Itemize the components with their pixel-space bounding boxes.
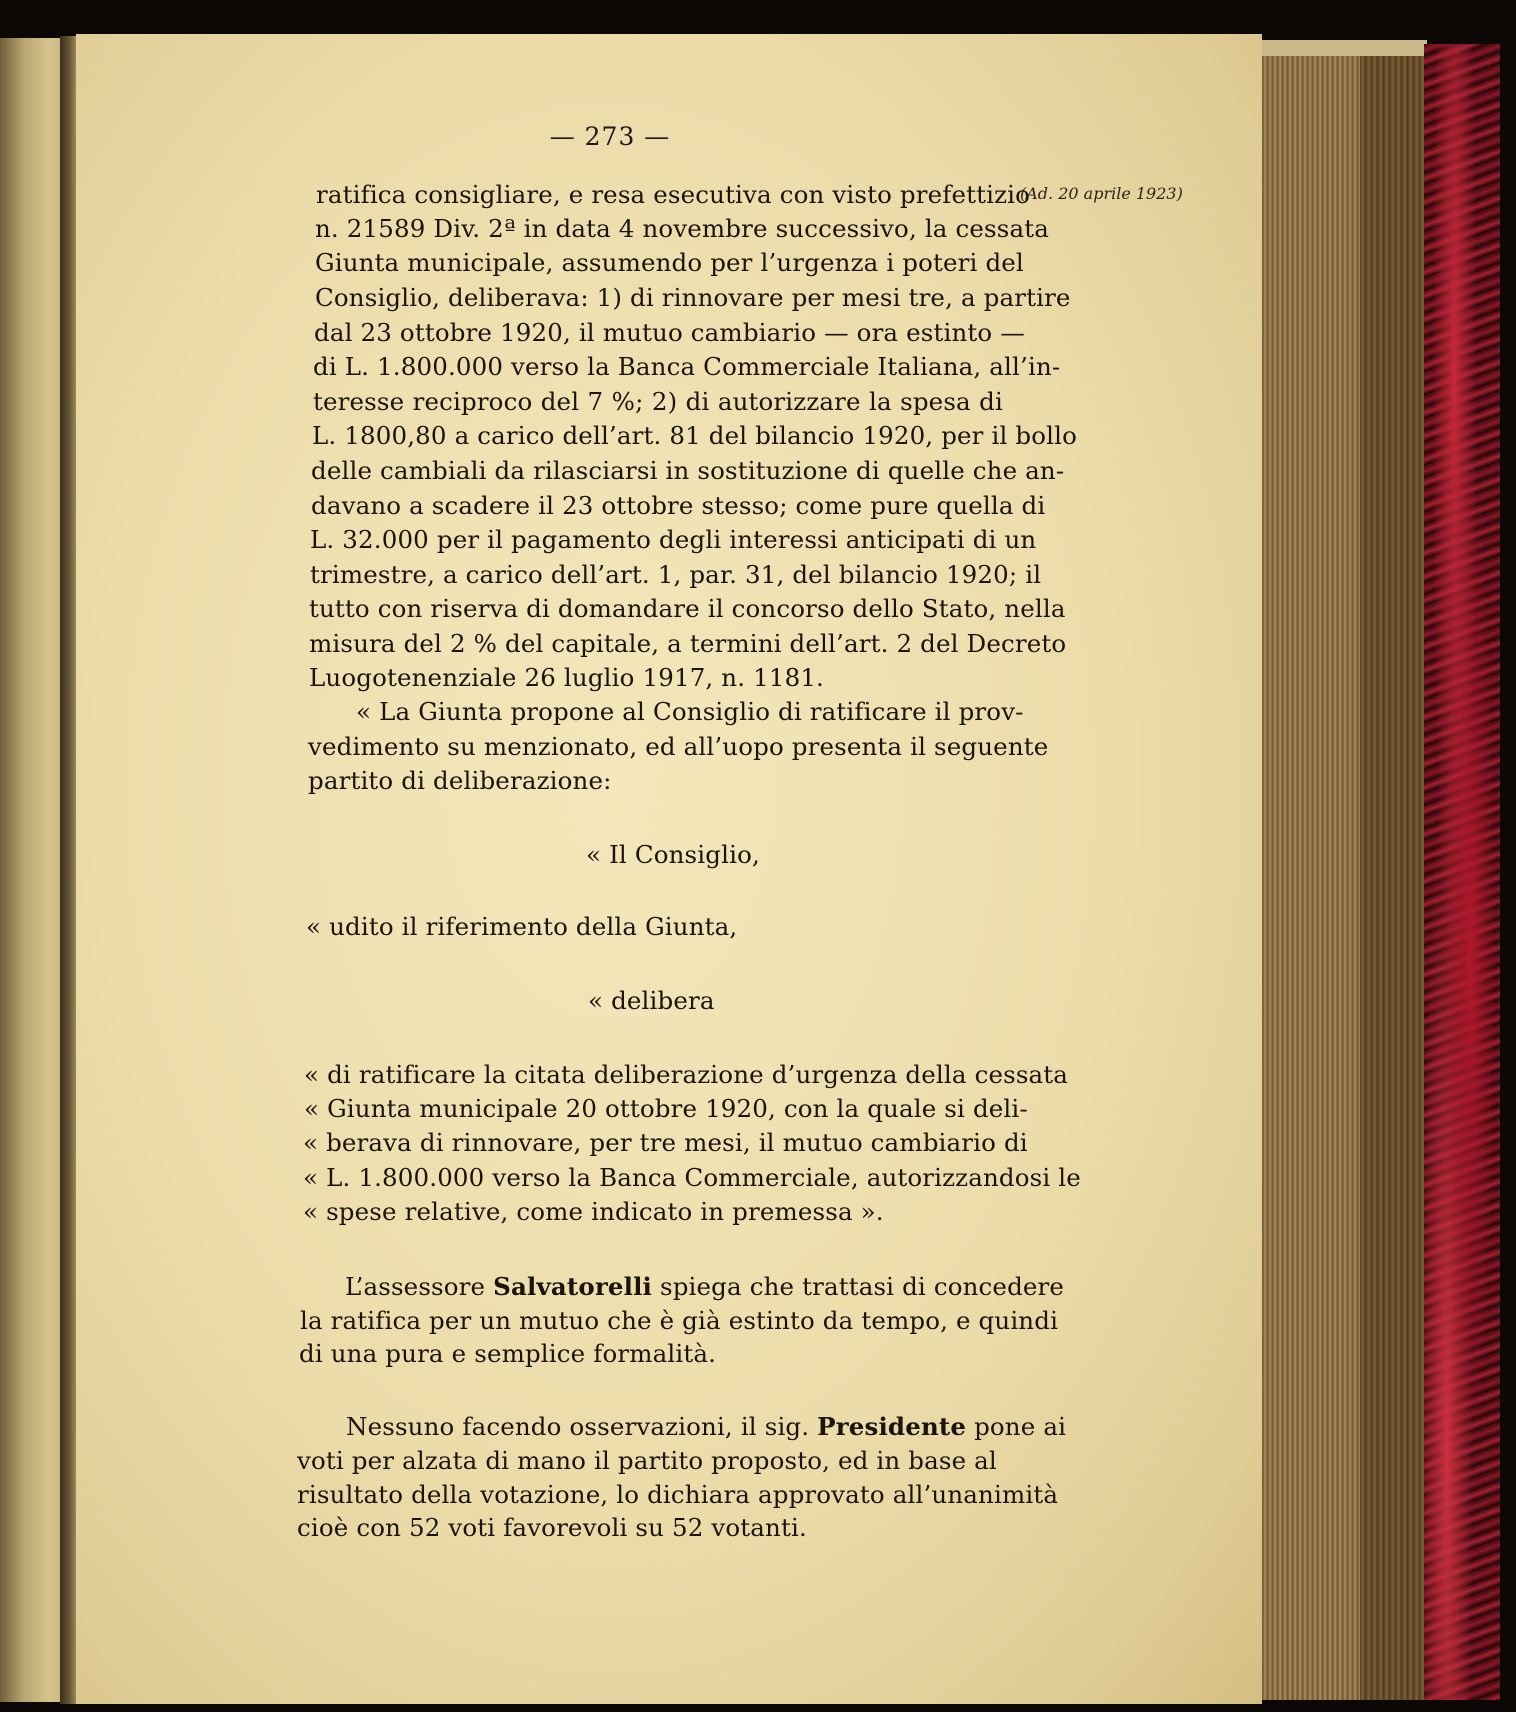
page-block-top — [1262, 40, 1427, 56]
speaker-name: Presidente — [817, 1412, 967, 1441]
resolution-line: « di ratificare la citata deliberazione d’urgenza della cessata — [304, 1060, 1069, 1089]
resolution-line: « udito il riferimento della Giunta, — [306, 912, 738, 941]
body-line: di una pura e semplice formalità. — [299, 1339, 717, 1368]
body-line: davano a scadere il 23 ottobre stesso; come pure quella di — [311, 491, 1046, 520]
resolution-line: « berava di rinnovare, per tre mesi, il mutuo cambiario di — [303, 1128, 1028, 1157]
body-line: dal 23 ottobre 1920, il mutuo cambiario — ora estinto — — [314, 318, 1025, 347]
body-line: L. 1800,80 a carico dell’art. 81 del bilancio 1920, per il bollo — [312, 421, 1077, 450]
text-segment: L’assessore — [345, 1272, 486, 1301]
body-line: « La Giunta propone al Consiglio di ratificare il prov- — [356, 697, 1024, 726]
body-line: di L. 1.800.000 verso la Banca Commerciale Italiana, all’in- — [313, 352, 1061, 381]
text-segment: spiega che trattasi di concedere — [659, 1272, 1065, 1301]
resolution-line: « L. 1.800.000 verso la Banca Commerciale, autorizzandosi le — [303, 1163, 1081, 1192]
body-line: n. 21589 Div. 2ª in data 4 novembre successivo, la cessata — [315, 214, 1049, 243]
text-segment: Nessuno facendo osservazioni, il sig. — [346, 1412, 810, 1441]
resolution-line: « Giunta municipale 20 ottobre 1920, con la quale si deli- — [304, 1094, 1028, 1123]
body-line: teresse reciproco del 7 %; 2) di autorizzare la spesa di — [313, 387, 1003, 416]
body-line: risultato della votazione, lo dichiara approvato all’unanimità — [297, 1480, 1059, 1509]
body-line-presidente — [346, 1412, 1067, 1442]
body-line: voti per alzata di mano il partito proposto, ed in base al — [297, 1446, 997, 1475]
body-line: tutto con riserva di domandare il concorso dello Stato, nella — [309, 594, 1066, 623]
speaker-name: Salvatorelli — [493, 1272, 653, 1301]
body-line: trimestre, a carico dell’art. 1, par. 31, del bilancio 1920; il — [310, 560, 1042, 589]
body-line: L. 32.000 per il pagamento degli interessi anticipati di un — [310, 525, 1037, 554]
page-number: — 273 — — [549, 122, 671, 151]
body-line: Luogotenenziale 26 luglio 1917, n. 1181. — [309, 663, 824, 692]
body-line: la ratifica per un mutuo che è già estinto da tempo, e quindi — [300, 1306, 1059, 1335]
resolution-delibera: « delibera — [588, 986, 715, 1015]
resolution-heading: « Il Consiglio, — [586, 840, 760, 869]
body-line: vedimento su menzionato, ed all’uopo presenta il seguente — [308, 732, 1049, 761]
body-line-assessore — [345, 1272, 1065, 1302]
body-line: cioè con 52 voti favorevoli su 52 votanti. — [297, 1513, 807, 1542]
resolution-line: « spese relative, come indicato in premessa ». — [303, 1197, 884, 1226]
body-line: misura del 2 % del capitale, a termini dell’art. 2 del Decreto — [309, 629, 1067, 658]
marbled-cover — [1424, 44, 1500, 1700]
facing-page-edge — [0, 38, 66, 1702]
margin-note-date: (Ad. 20 aprile 1923) — [1020, 184, 1183, 203]
page-block-shadow — [1360, 50, 1426, 1700]
page-block-edge — [1262, 40, 1362, 1700]
body-line: Giunta municipale, assumendo per l’urgenza i poteri del — [315, 248, 1024, 277]
text-segment: pone ai — [974, 1412, 1067, 1441]
body-line: delle cambiali da rilasciarsi in sostituzione di quelle che an- — [311, 456, 1065, 485]
body-line: Consiglio, deliberava: 1) di rinnovare per mesi tre, a partire — [315, 283, 1071, 312]
body-line: partito di deliberazione: — [308, 766, 612, 795]
body-line: ratifica consigliare, e resa esecutiva con visto prefettizio — [316, 180, 1031, 209]
